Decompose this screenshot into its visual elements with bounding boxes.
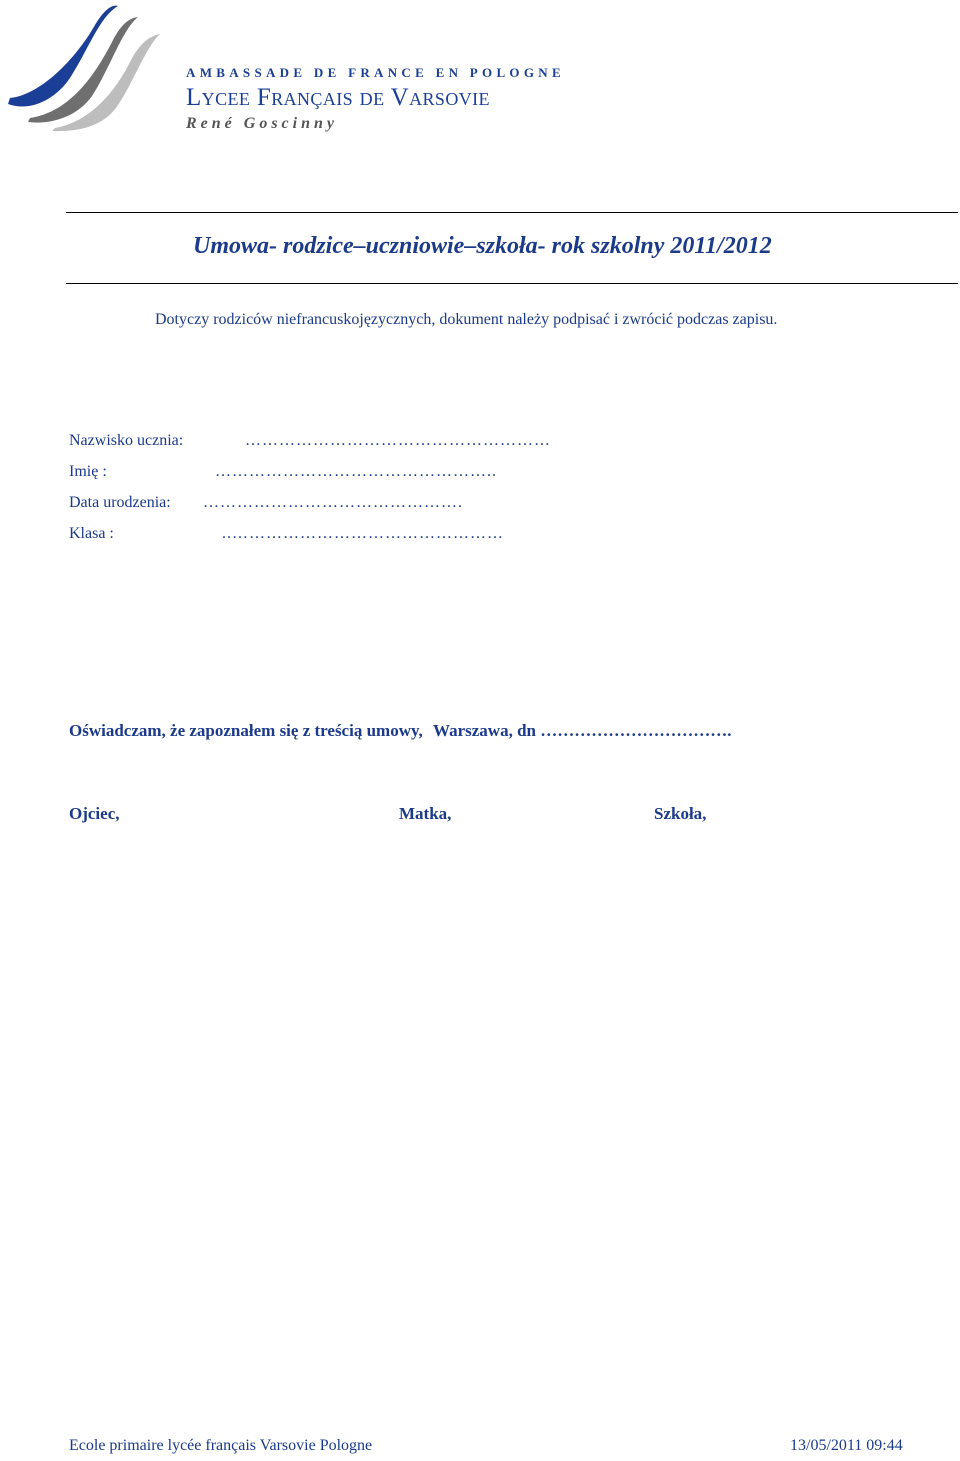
title-divider <box>66 283 958 284</box>
surname-field[interactable]: ……………………………………………… <box>245 432 551 449</box>
school-logo-swoosh-icon <box>0 0 170 135</box>
top-divider <box>66 212 958 213</box>
school-name: Lycee Français de Varsovie <box>186 84 490 111</box>
signature-mother: Matka, <box>399 804 452 823</box>
document-title: Umowa- rodzice–uczniowie–szkoła- rok szkolny 2011/2012 <box>193 233 772 259</box>
birthdate-label: Data urodzenia: <box>69 494 171 511</box>
birthdate-field[interactable]: ………………………………………. <box>203 494 463 511</box>
firstname-field[interactable]: ………………………………………….. <box>215 463 497 480</box>
footer-school: Ecole primaire lycée français Varsovie Pologne <box>69 1437 373 1454</box>
declaration-text: Oświadczam, że zapoznałem się z treścią umowy, <box>69 721 423 740</box>
firstname-label: Imię : <box>69 463 107 480</box>
school-patron: René Goscinny <box>186 115 338 132</box>
signature-school: Szkoła, <box>654 804 707 823</box>
declaration-line <box>69 721 732 741</box>
place-date-field[interactable]: Warszawa, dn ……………………………. <box>433 721 732 740</box>
surname-label: Nazwisko ucznia: <box>69 432 184 449</box>
footer-timestamp: 13/05/2011 09:44 <box>790 1437 903 1454</box>
embassy-name: AMBASSADE DE FRANCE EN POLOGNE <box>186 65 565 80</box>
document-subtitle: Dotyczy rodziców niefrancuskojęzycznych, dokument należy podpisać i zwrócić podczas zapisu. <box>155 311 778 328</box>
class-label: Klasa : <box>69 525 114 542</box>
signature-father: Ojciec, <box>69 804 120 823</box>
class-field[interactable]: ..………………………………………… <box>222 525 504 542</box>
